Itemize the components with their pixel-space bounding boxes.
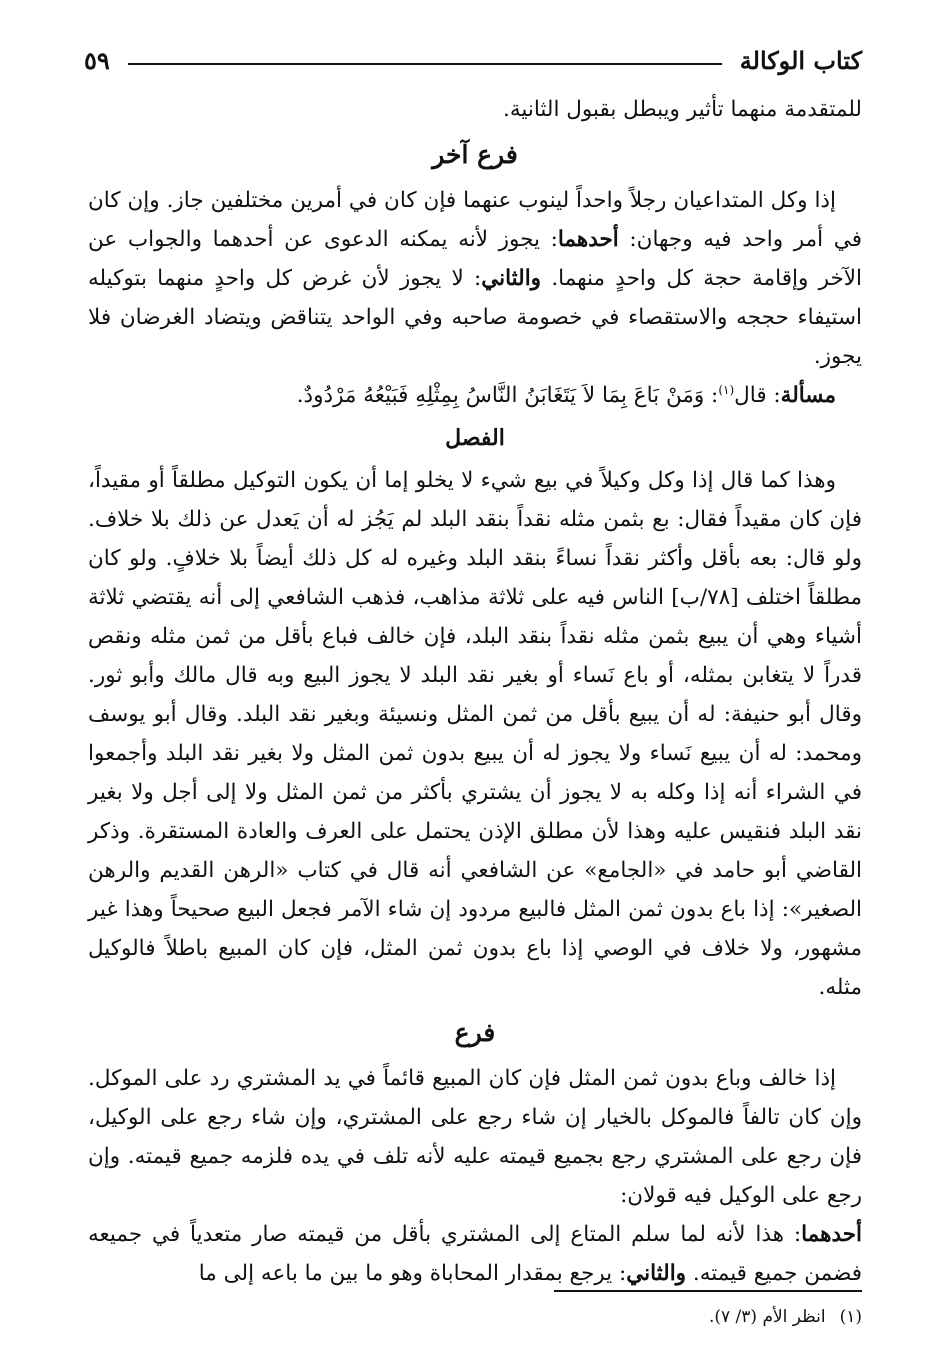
paragraph-two-opinions: أحدهما: هذا لأنه لما سلم المتاع إلى المشتري بأقل من قيمته صار متعدياً في جميعه فضمن جميع قيمته. والثاني: يرجع بمقدار المحاباة وهو ما بين ما باعه إلى ما <box>88 1222 862 1286</box>
masala-text: : وَمَنْ بَاعَ بِمَا لاَ يَتَغَابَنُ النَّاسُ بِمِثْلِهِ فَبَيْعُهُ مَرْدُودٌ. <box>296 383 719 408</box>
footnote <box>88 1304 862 1330</box>
main-text <box>88 90 862 1293</box>
footnote-reference: (١) <box>718 382 735 397</box>
term-first-view: أحدهما <box>557 227 619 252</box>
page-header <box>84 40 862 80</box>
footnote-text: انظر الأم (٣/ ٧). <box>708 1307 826 1327</box>
section-heading-another-branch: فرع آخر <box>432 140 518 169</box>
masala-label: مسألة <box>780 383 836 408</box>
header-rule <box>128 63 722 65</box>
term-second-view: والثاني <box>481 266 542 291</box>
term-first-opinion: أحدهما <box>801 1222 862 1247</box>
footnote-number: (١) <box>839 1307 862 1327</box>
paragraph-agency-sale: وهذا كما قال إذا وكل وكيلاً في بيع شيء لا يخلو إما أن يكون التوكيل مطلقاً أو مقيداً، فإن كان مقيداً فقال: بع بثمن مثله نقداً بنقد البلد لم يَجُز له أن يَعدل عن ذلك بلا خلاف. ولو قال: بعه بأقل وأكثر نقداً نساءً بنقد البلد وغيره له كل ذلك أيضاً بلا خلافٍ. ولو كان مطلقاً اختلف [٧٨/ب] الناس فيه على ثلاثة مذاهب، فذهب الشافعي إلى أنه يقتضي ثلاثة أشياء وهي أن يبيع بثمن مثله نقداً بنقد البلد، فإن خالف فباع بأقل من ثمن مثله ونقص قدراً لا يتغابن بمثله، أو باع نَساء أو بغير نقد البلد لا يجوز البيع وبه قال مالك وأبو ثور. وقال أبو حنيفة: له أن يبيع بأقل من ثمن المثل ونسيئة وبغير نقد البلد. وقال أبو يوسف ومحمد: له أن يبيع نَساء ولا يجوز له أن يبيع بدون ثمن المثل ولا بغير نقد البلد وأجمعوا في الشراء أنه إذا وكله به لا يجوز أن يشتري بأكثر من ثمن المثل ولا إلى أجل ولا بغير نقد البلد فنقيس عليه وهذا لأن مطلق الإذن يحتمل على العرف والعادة المستقرة. وذكر القاضي أبو حامد في «الجامع» عن الشافعي أنه قال في كتاب «الرهن القديم والرهن الصغير»: إذا باع بدون ثمن المثل فالبيع مردود إن شاء الآمر فجعل البيع صحيحاً وهذا غير مشهور، ولا خلاف في الوصي إذا باع بدون ثمن المثل، فإن كان المبيع باطلاً فالوكيل مثله. <box>88 468 862 1000</box>
section-heading-chapter: الفصل <box>445 425 505 451</box>
page-number: ٥٩ <box>84 45 110 75</box>
paragraph-two-litigants: إذا وكل المتداعيان رجلاً واحداً لينوب عنهما فإن كان في أمرين مختلفين جاز. وإن كان في أمر واحد فيه وجهان: أحدهما: يجوز لأنه يمكنه الدعوى عن أحدهما والجواب عن الآخر وإقامة حجة كل واحدٍ منهما. والثاني: لا يجوز لأن غرض كل واحدٍ منهما بتوكيله استيفاء حججه والاستقصاء في خصومة صاحبه وفي الواحد يتناقض ويتضاد الغرضان فلا يجوز. <box>88 188 863 369</box>
paragraph-violation: إذا خالف وباع بدون ثمن المثل فإن كان المبيع قائماً في يد المشتري رد على الموكل. وإن كان تالفاً فالموكل بالخيار إن شاء رجع على المشتري، وإن شاء رجع على الوكيل، فإن رجع على المشتري رجع بجميع قيمته عليه لأنه تلف في يده فلزمه جميع قيمته. وإن رجع على الوكيل فيه قولان: <box>88 1066 862 1208</box>
section-heading-branch: فرع <box>454 1018 496 1047</box>
running-title: كتاب الوكالة <box>739 45 862 75</box>
footnote-separator <box>554 1290 862 1292</box>
term-second-opinion: والثاني <box>626 1261 687 1286</box>
paragraph-continuation: للمتقدمة منهما تأثير ويبطل بقبول الثانية. <box>503 97 862 122</box>
masala-statement: مسألة: قال$^{(١)}$: وَمَنْ بَاعَ بِمَا لاَ يَتَغَابَنُ النَّاسُ بِمِثْلِهِ فَبَيْعُهُ مَرْدُودٌ. <box>296 382 836 408</box>
